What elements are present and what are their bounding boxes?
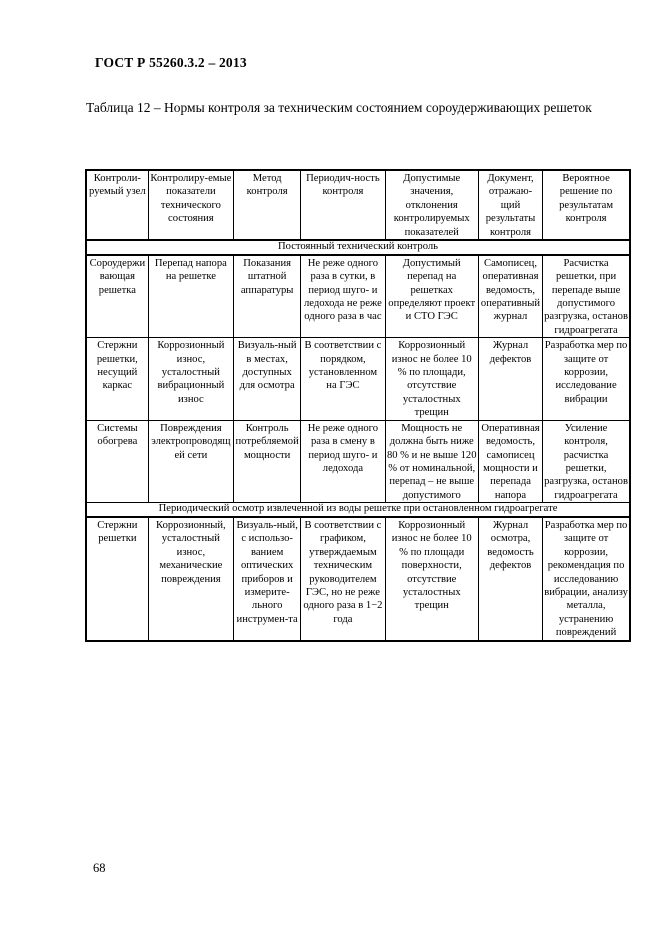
table-cell: В соответствии с графиком, утверждаемым техническим руководителем ГЭС, но не реже одного раза в 1−2 года: [301, 517, 385, 641]
table-cell: Журнал дефектов: [478, 338, 542, 420]
table-cell: Оперативная ведомость, самописец мощности и перепада напора: [478, 420, 542, 502]
table-header-row: [86, 170, 630, 240]
table-cell: В соответствии с порядком, установленном на ГЭС: [301, 338, 385, 420]
column-header: Допустимые значения, отклонения контролируемых показателей: [385, 170, 478, 240]
table-cell: Стержни решетки: [86, 517, 148, 641]
table-row: [86, 420, 630, 502]
table-cell: Разработка мер по защите от коррозии, рекомендация по исследованию вибрации, анализу металла, устранению повреждений: [543, 517, 630, 641]
column-header: Периодич-ность контроля: [301, 170, 385, 240]
table-cell: Разработка мер по защите от коррозии, исследование вибрации: [543, 338, 630, 420]
table-cell: Допустимый перепад на решетках определяют проект и СТО ГЭС: [385, 255, 478, 338]
table-cell: Коррозионный износ, усталостный вибрационный износ: [148, 338, 233, 420]
column-header: Вероятное решение по результатам контроля: [543, 170, 630, 240]
table-cell: Журнал осмотра, ведомость дефектов: [478, 517, 542, 641]
column-header: Контроли-руемый узел: [86, 170, 148, 240]
section-title: Периодический осмотр извлеченной из воды решетке при остановленном гидроагрегате: [86, 503, 630, 517]
norms-table: [85, 169, 631, 642]
table-row: [86, 517, 630, 641]
section-title: Постоянный технический контроль: [86, 240, 630, 255]
table-row: [86, 255, 630, 338]
column-header: Документ, отражаю-щий результаты контроля: [478, 170, 542, 240]
table-cell: Перепад напора на решетке: [148, 255, 233, 338]
table-cell: Визуаль-ный в местах, доступных для осмотра: [234, 338, 301, 420]
table-cell: Контроль потребляемой мощности: [234, 420, 301, 502]
column-header: Метод контроля: [234, 170, 301, 240]
section-row: [86, 503, 630, 517]
table-cell: Сороудерживающая решетка: [86, 255, 148, 338]
table-row: [86, 338, 630, 420]
table-cell: Не реже одного раза в сутки, в период шуго- и ледохода не реже одного раза в час: [301, 255, 385, 338]
table-cell: Не реже одного раза в смену в период шуго- и ледохода: [301, 420, 385, 502]
table-cell: Коррозионный износ не более 10 % по площади поверхности, отсутствие усталостных трещин: [385, 517, 478, 641]
document-header: ГОСТ Р 55260.3.2 – 2013: [95, 55, 247, 70]
section-row: [86, 240, 630, 255]
table-cell: Расчистка решетки, при перепаде выше допустимого разгрузка, останов гидроагрегата: [543, 255, 630, 338]
table-caption: Таблица 12 – Нормы контроля за техническим состоянием сороудерживающих решеток: [86, 100, 592, 115]
table-cell: Коррозионный, усталостный износ, механические повреждения: [148, 517, 233, 641]
table-cell: Визуаль-ный, с использо-ванием оптических приборов и измерите-льного инструмен-та: [234, 517, 301, 641]
table-cell: Самописец, оперативная ведомость, оперативный журнал: [478, 255, 542, 338]
table-cell: Повреждения электропроводящей сети: [148, 420, 233, 502]
table-cell: Показания штатной аппаратуры: [234, 255, 301, 338]
table-cell: Системы обогрева: [86, 420, 148, 502]
table-cell: Коррозионный износ не более 10 % по площади, отсутствие усталостных трещин: [385, 338, 478, 420]
page-number: 68: [93, 861, 106, 875]
table-cell: Стержни решетки, несущий каркас: [86, 338, 148, 420]
column-header: Контролиру-емые показатели технического состояния: [148, 170, 233, 240]
table-cell: Усиление контроля, расчистка решетки, разгрузка, останов гидроагрегата: [543, 420, 630, 502]
table-cell: Мощность не должна быть ниже 80 % и не выше 120 % от номинальной, перепад – не выше допустимого: [385, 420, 478, 502]
